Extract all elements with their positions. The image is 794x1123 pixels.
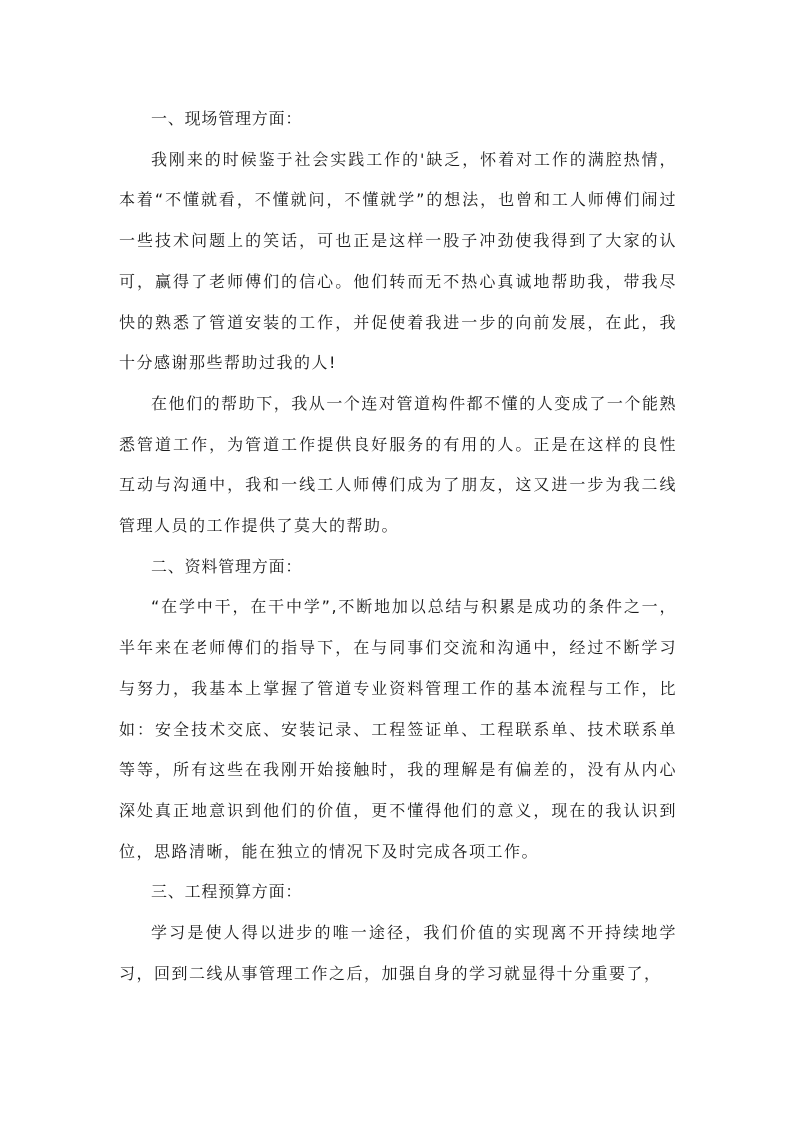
document-body	[119, 99, 677, 994]
paragraph-site-management-1: 我刚来的时候鉴于社会实践工作的'缺乏，怀着对工作的满腔热情，本着“不懂就看，不懂就问，不懂就学”的想法，也曾和工人师傅们闹过一些技术问题上的笑话，可也正是这样一股子冲劲使我得到了大家的认可，赢得了老师傅们的信心。他们转而无不热心真诚地帮助我，带我尽快的熟悉了管道安装的工作，并促使着我进一步的向前发展，在此，我十分感谢那些帮助过我的人!	[119, 149, 677, 373]
paragraph-project-budget-1: 学习是使人得以进步的唯一途径，我们价值的实现离不开持续地学习，回到二线从事管理工作之后，加强自身的学习就显得十分重要了，	[119, 923, 677, 983]
section-heading-document-management: 二、资料管理方面：	[151, 556, 303, 576]
paragraph-site-management-2: 在他们的帮助下，我从一个连对管道构件都不懂的人变成了一个能熟悉管道工作，为管道工作提供良好服务的有用的人。正是在这样的良性互动与沟通中，我和一线工人师傅们成为了朋友，这又进一步为我二线管理人员的工作提供了莫大的帮助。	[119, 393, 677, 536]
paragraph-document-management-1: “在学中干，在干中学”,不断地加以总结与积累是成功的条件之一，半年来在老师傅们的指导下，在与同事们交流和沟通中，经过不断学习与努力，我基本上掌握了管道专业资料管理工作的基本流程与工作，比如：安全技术交底、安装记录、工程签证单、工程联系单、技术联系单等等，所有这些在我刚开始接触时，我的理解是有偏差的，没有从内心深处真正地意识到他们的价值，更不懂得他们的意义，现在的我认识到位，思路清晰，能在独立的情况下及时完成各项工作。	[119, 597, 677, 861]
section-heading-site-management: 一、现场管理方面：	[151, 109, 303, 128]
section-heading-project-budget: 三、工程预算方面：	[151, 882, 303, 902]
